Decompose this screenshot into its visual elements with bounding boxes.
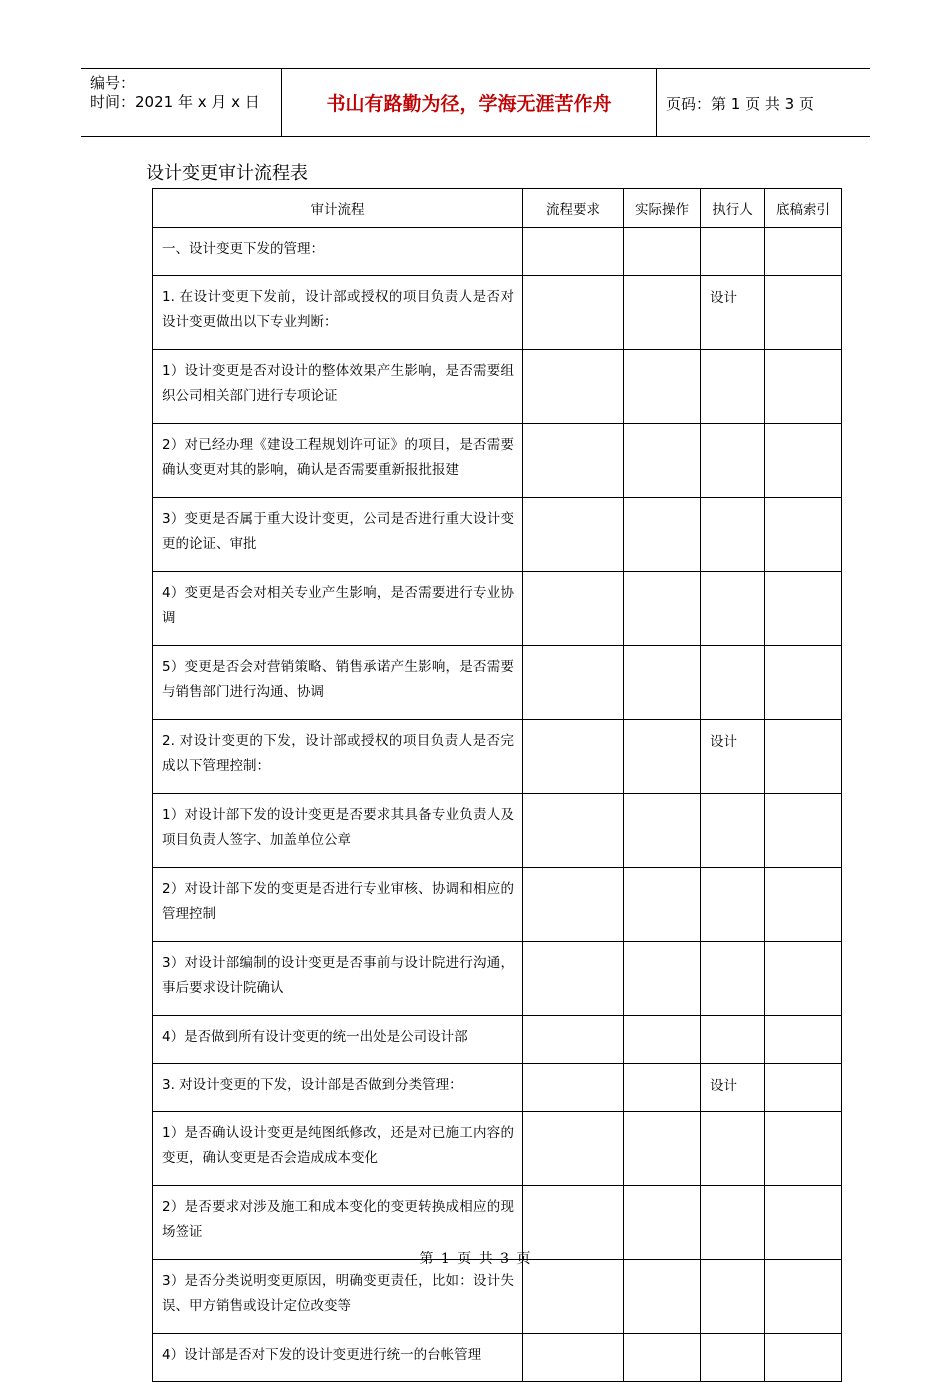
table-row	[153, 1016, 842, 1064]
working-paper-index-cell	[765, 942, 842, 1016]
executor-cell	[701, 424, 765, 498]
process-cell: 1. 在设计变更下发前，设计部或授权的项目负责人是否对设计变更做出以下专业判断：	[153, 276, 523, 350]
table-row	[153, 646, 842, 720]
actual-operation-cell	[624, 1260, 701, 1334]
column-header-working-paper-index: 底稿索引	[765, 189, 842, 228]
actual-operation-cell	[624, 1016, 701, 1064]
header-page-cell	[657, 69, 870, 136]
requirement-cell	[523, 1334, 624, 1382]
table-row	[153, 228, 842, 276]
executor-cell	[701, 1260, 765, 1334]
executor-cell	[701, 646, 765, 720]
table-row	[153, 572, 842, 646]
executor-cell	[701, 794, 765, 868]
executor-cell	[701, 572, 765, 646]
requirement-cell	[523, 1016, 624, 1064]
process-cell: 1）是否确认设计变更是纯图纸修改，还是对已施工内容的变更，确认变更是否会造成成本变化	[153, 1112, 523, 1186]
actual-operation-cell	[624, 228, 701, 276]
actual-operation-cell	[624, 868, 701, 942]
actual-operation-cell	[624, 350, 701, 424]
working-paper-index-cell	[765, 868, 842, 942]
executor-cell	[701, 498, 765, 572]
executor-cell	[701, 228, 765, 276]
table-row	[153, 1260, 842, 1334]
requirement-cell	[523, 942, 624, 1016]
requirement-cell	[523, 794, 624, 868]
working-paper-index-cell	[765, 720, 842, 794]
executor-cell: 设计	[701, 276, 765, 350]
actual-operation-cell	[624, 424, 701, 498]
process-cell: 4）变更是否会对相关专业产生影响，是否需要进行专业协调	[153, 572, 523, 646]
process-cell: 4）是否做到所有设计变更的统一出处是公司设计部	[153, 1016, 523, 1064]
requirement-cell	[523, 868, 624, 942]
requirement-cell	[523, 498, 624, 572]
audit-process-table	[152, 188, 842, 1382]
table-row	[153, 1064, 842, 1112]
table-row	[153, 424, 842, 498]
table-row	[153, 868, 842, 942]
process-cell: 2）对设计部下发的变更是否进行专业审核、协调和相应的管理控制	[153, 868, 523, 942]
process-cell: 2）对已经办理《建设工程规划许可证》的项目，是否需要确认变更对其的影响，确认是否需要重新报批报建	[153, 424, 523, 498]
table-row	[153, 276, 842, 350]
requirement-cell	[523, 1064, 624, 1112]
process-cell: 一、设计变更下发的管理：	[153, 228, 523, 276]
executor-cell	[701, 1334, 765, 1382]
process-cell: 5）变更是否会对营销策略、销售承诺产生影响，是否需要与销售部门进行沟通、协调	[153, 646, 523, 720]
requirement-cell	[523, 228, 624, 276]
actual-operation-cell	[624, 794, 701, 868]
working-paper-index-cell	[765, 1334, 842, 1382]
requirement-cell	[523, 646, 624, 720]
process-cell: 4）设计部是否对下发的设计变更进行统一的台帐管理	[153, 1334, 523, 1382]
working-paper-index-cell	[765, 1112, 842, 1186]
table-row	[153, 720, 842, 794]
working-paper-index-cell	[765, 350, 842, 424]
executor-cell	[701, 1112, 765, 1186]
requirement-cell	[523, 276, 624, 350]
document-date: 时间：2021 年 x 月 x 日	[90, 93, 260, 111]
process-cell: 1）设计变更是否对设计的整体效果产生影响，是否需要组织公司相关部门进行专项论证	[153, 350, 523, 424]
process-cell: 3. 对设计变更的下发，设计部是否做到分类管理：	[153, 1064, 523, 1112]
requirement-cell	[523, 350, 624, 424]
working-paper-index-cell	[765, 646, 842, 720]
executor-cell	[701, 1016, 765, 1064]
table-row	[153, 1334, 842, 1382]
process-cell: 3）是否分类说明变更原因，明确变更责任，比如：设计失误、甲方销售或设计定位改变等	[153, 1260, 523, 1334]
actual-operation-cell	[624, 1112, 701, 1186]
executor-cell: 设计	[701, 1064, 765, 1112]
process-cell: 3）对设计部编制的设计变更是否事前与设计院进行沟通，事后要求设计院确认	[153, 942, 523, 1016]
column-header-requirement: 流程要求	[523, 189, 624, 228]
actual-operation-cell	[624, 498, 701, 572]
actual-operation-cell	[624, 942, 701, 1016]
document-title: 设计变更审计流程表	[146, 163, 308, 184]
requirement-cell	[523, 1112, 624, 1186]
table-row	[153, 498, 842, 572]
process-cell: 2. 对设计变更的下发，设计部或授权的项目负责人是否完成以下管理控制：	[153, 720, 523, 794]
table-row	[153, 350, 842, 424]
actual-operation-cell	[624, 1064, 701, 1112]
header-motto-cell	[281, 69, 657, 136]
actual-operation-cell	[624, 720, 701, 794]
executor-cell	[701, 942, 765, 1016]
header-motto: 书山有路勤为径，学海无涯苦作舟	[326, 93, 612, 115]
working-paper-index-cell	[765, 1064, 842, 1112]
column-header-actual-operation: 实际操作	[624, 189, 701, 228]
process-cell: 3）变更是否属于重大设计变更，公司是否进行重大设计变更的论证、审批	[153, 498, 523, 572]
executor-cell	[701, 868, 765, 942]
table-row	[153, 794, 842, 868]
working-paper-index-cell	[765, 1260, 842, 1334]
working-paper-index-cell	[765, 424, 842, 498]
document-header	[81, 68, 870, 137]
working-paper-index-cell	[765, 794, 842, 868]
executor-cell: 设计	[701, 720, 765, 794]
actual-operation-cell	[624, 276, 701, 350]
working-paper-index-cell	[765, 1016, 842, 1064]
process-cell: 2）是否要求对涉及施工和成本变化的变更转换成相应的现场签证	[153, 1186, 523, 1260]
table-row	[153, 942, 842, 1016]
requirement-cell	[523, 720, 624, 794]
header-page-info: 页码：第 1 页 共 3 页	[666, 95, 814, 113]
document-code-label: 编号：	[90, 74, 136, 92]
requirement-cell	[523, 572, 624, 646]
executor-cell	[701, 350, 765, 424]
working-paper-index-cell	[765, 276, 842, 350]
actual-operation-cell	[624, 572, 701, 646]
column-header-process: 审计流程	[153, 189, 523, 228]
requirement-cell	[523, 1260, 624, 1334]
process-cell: 1）对设计部下发的设计变更是否要求其具备专业负责人及项目负责人签字、加盖单位公章	[153, 794, 523, 868]
working-paper-index-cell	[765, 572, 842, 646]
actual-operation-cell	[624, 646, 701, 720]
page-footer: 第 1 页 共 3 页	[419, 1251, 531, 1267]
working-paper-index-cell	[765, 228, 842, 276]
header-info-cell	[81, 69, 281, 136]
actual-operation-cell	[624, 1334, 701, 1382]
column-header-executor: 执行人	[701, 189, 765, 228]
requirement-cell	[523, 424, 624, 498]
table-header-row	[153, 189, 842, 228]
working-paper-index-cell	[765, 498, 842, 572]
table-row	[153, 1112, 842, 1186]
